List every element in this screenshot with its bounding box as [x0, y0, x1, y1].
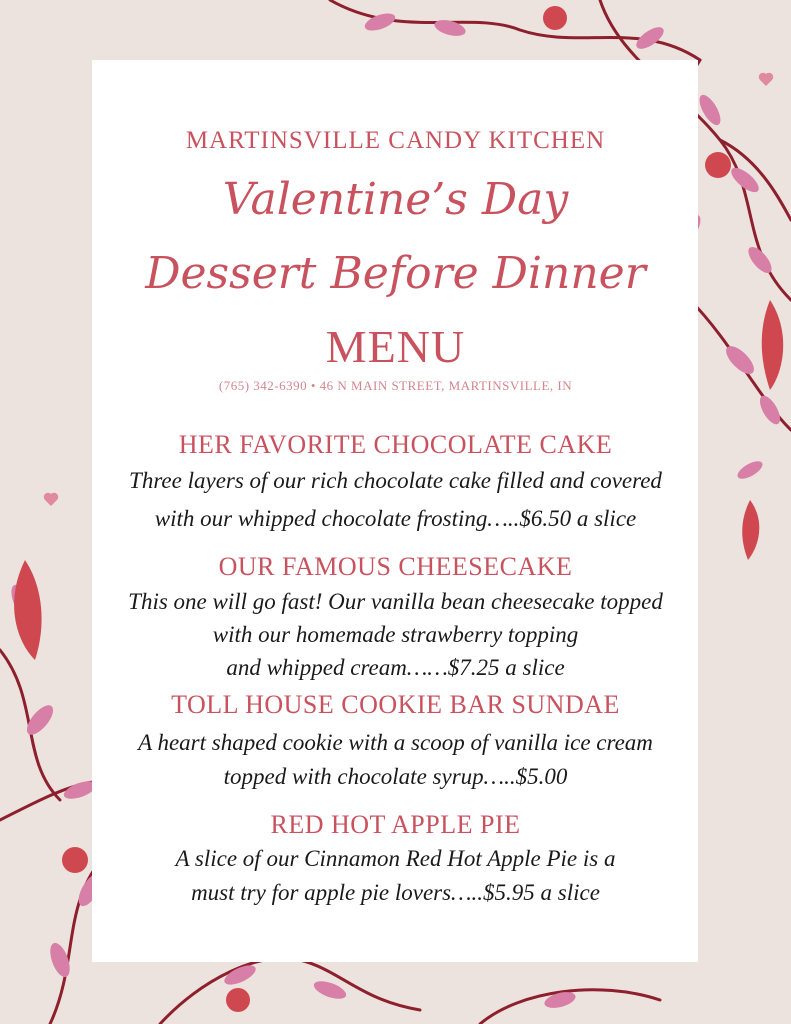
- item-desc-line: Three layers of our rich chocolate cake filled and covered: [129, 468, 662, 493]
- title-line-1: Valentine’s Day: [222, 174, 569, 225]
- item-title-cheesecake: OUR FAMOUS CHEESECAKE: [218, 552, 573, 581]
- item-title-cookie-bar-sundae: TOLL HOUSE COOKIE BAR SUNDAE: [171, 690, 620, 719]
- item-desc-line: and whipped cream……$7.25 a slice: [226, 655, 565, 680]
- brand-name: MARTINSVILLE CANDY KITCHEN: [185, 127, 606, 154]
- item-desc-line: A heart shaped cookie with a scoop of vanilla ice cream: [138, 730, 653, 755]
- item-desc-line: topped with chocolate syrup…..$5.00: [223, 764, 568, 789]
- contact-info: (765) 342-6390 • 46 N MAIN STREET, MARTINSVILLE, IN: [218, 378, 573, 393]
- item-desc-line: with our homemade strawberry topping: [212, 622, 579, 647]
- item-title-chocolate-cake: HER FAVORITE CHOCOLATE CAKE: [178, 430, 613, 459]
- item-desc-line: A slice of our Cinnamon Red Hot Apple Pie is a: [175, 846, 616, 871]
- title-line-2: Dessert Before Dinner: [145, 248, 646, 299]
- item-desc-line: must try for apple pie lovers…..$5.95 a slice: [191, 880, 600, 905]
- item-desc-line: This one will go fast! Our vanilla bean cheesecake topped: [128, 589, 663, 614]
- item-desc-line: with our whipped chocolate frosting…..$6.50 a slice: [154, 506, 637, 531]
- item-title-apple-pie: RED HOT APPLE PIE: [270, 810, 521, 839]
- menu-heading: MENU: [325, 321, 466, 372]
